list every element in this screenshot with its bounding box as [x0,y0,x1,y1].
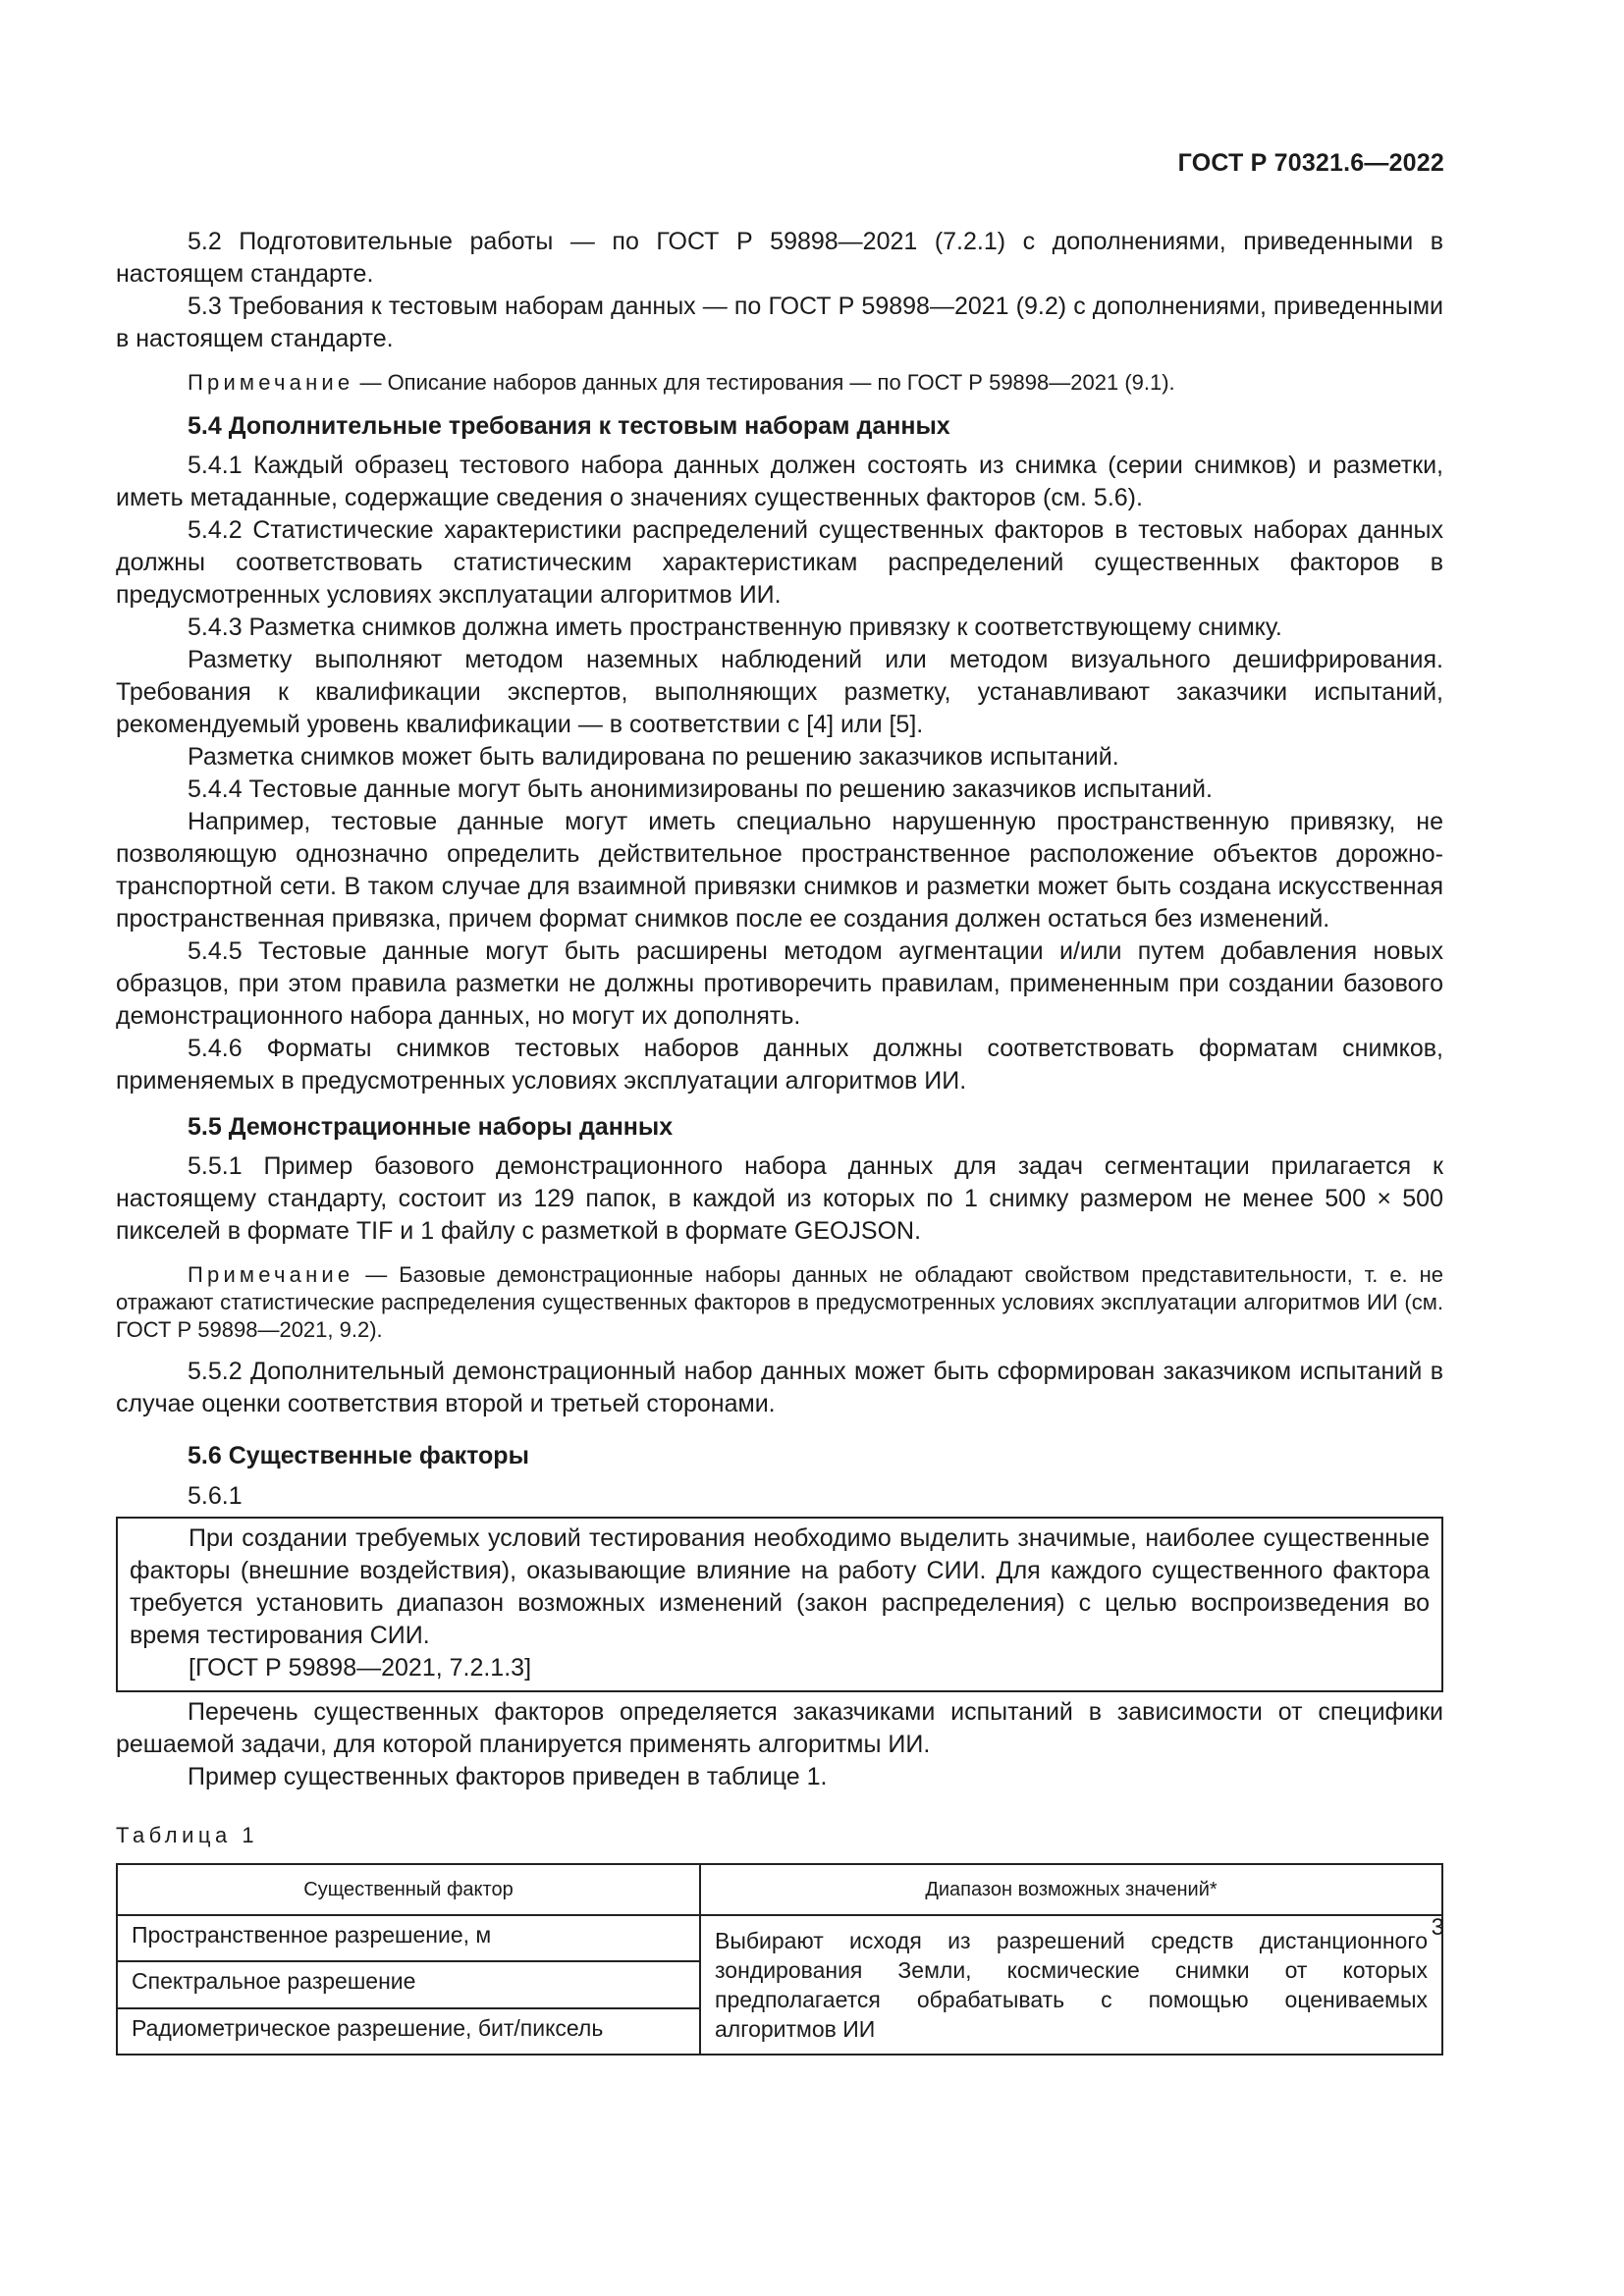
column-header-range: Диапазон возможных значений* [700,1864,1442,1915]
quotation-box [116,1517,1443,1692]
paragraph-5-4-4: 5.4.4 Тестовые данные могут быть анонимизированы по решению заказчиков испытаний. [188,775,1213,803]
quotation-reference: [ГОСТ Р 59898—2021, 7.2.1.3] [189,1654,532,1682]
section-heading-5-4: 5.4 Дополнительные требования к тестовым наборам данных [188,412,950,440]
page-number: 3 [1431,1914,1444,1941]
paragraph-markup-validation: Разметка снимков может быть валидирована по решению заказчиков испытаний. [188,743,1119,771]
document-code: ГОСТ Р 70321.6—2022 [1177,149,1444,177]
factors-table [116,1863,1443,2056]
paragraph-5-2: 5.2 Подготовительные работы — по ГОСТ Р 59898—2021 (7.2.1) с дополнениями, приведенными в настоящем стандарте. [116,228,1443,288]
paragraph-5-6-1-number: 5.6.1 [188,1482,243,1510]
note-label: Примечание [188,1262,354,1287]
paragraph-5-4-1: 5.4.1 Каждый образец тестового набора данных должен состоять из снимка (серии снимков) и разметки, иметь метаданные, содержащие сведения о значениях существенных факторов (см. 5.6). [116,452,1443,511]
note-5-5-1 [116,1261,1443,1344]
table-header-row [117,1864,1442,1915]
paragraph-factors-example: Пример существенных факторов приведен в таблице 1. [188,1763,828,1790]
note-text: — Базовые демонстрационные наборы данных не обладают свойством представительности, т. е. не отражают статистические распределения существенных факторов в предусмотренных условиях эксплуатации алгоритмов ИИ (см. ГОСТ Р 59898—2021, 9.2). [116,1262,1443,1342]
table-row [117,1915,1442,1961]
paragraph-5-4-3: 5.4.3 Разметка снимков должна иметь пространственную привязку к соответствующему снимку. [188,614,1282,641]
table-caption: Таблица 1 [116,1823,259,1847]
paragraph-5-5-1: 5.5.1 Пример базового демонстрационного набора данных для задач сегментации прилагается к настоящему стандарту, состоит из 129 папок, в каждой из которых по 1 снимку размером не менее 500 × 500 пикселей в формате TIF и 1 файлу с разметкой в формате GEOJSON. [116,1152,1443,1245]
quotation-text: При создании требуемых условий тестирования необходимо выделить значимые, наиболее существенные факторы (внешние воздействия), оказывающие влияние на работу СИИ. Для каждого существенного фактора требуется установить диапазон возможных изменений (закон распределения) с целью воспроизведения во время тестирования СИИ. [130,1524,1430,1649]
page-content [116,226,1443,2056]
paragraph-5-4-6: 5.4.6 Форматы снимков тестовых наборов данных должны соответствовать форматам снимков, применяемых в предусмотренных условиях эксплуатации алгоритмов ИИ. [116,1035,1443,1095]
section-heading-5-5: 5.5 Демонстрационные наборы данных [188,1113,674,1141]
column-header-factor: Существенный фактор [117,1864,700,1915]
range-cell: Выбирают исходя из разрешений средств дистанционного зондирования Земли, космические снимки от которых предполагается обрабатывать с помощью оцениваемых алгоритмов ИИ [700,1915,1442,2055]
paragraph-5-5-2: 5.5.2 Дополнительный демонстрационный набор данных может быть сформирован заказчиком испытаний в случае оценки соответствия второй и третьей сторонами. [116,1358,1443,1417]
note-text: — Описание наборов данных для тестирования — по ГОСТ Р 59898—2021 (9.1). [353,370,1175,395]
paragraph-5-4-5: 5.4.5 Тестовые данные могут быть расширены методом аугментации и/или путем добавления новых образцов, при этом правила разметки не должны противоречить правилам, примененным при создании базового демонстрационного набора данных, но могут их дополнять. [116,937,1443,1030]
section-heading-5-6: 5.6 Существенные факторы [188,1442,529,1469]
factor-cell: Пространственное разрешение, м [117,1915,700,1961]
paragraph-5-3: 5.3 Требования к тестовым наборам данных — по ГОСТ Р 59898—2021 (9.2) с дополнениями, приведенными в настоящем стандарте. [116,293,1443,352]
note-label: Примечание [188,370,354,395]
factor-cell: Радиометрическое разрешение, бит/пиксель [117,2008,700,2055]
paragraph-example-anonymization: Например, тестовые данные могут иметь специально нарушенную пространственную привязку, не позволяющую однозначно определить действительное пространственное расположение объектов дорожно-транспортной сети. В таком случае для взаимной привязки снимков и разметки может быть создана искусственная пространственная привязка, причем формат снимков после ее создания должен остаться без изменений. [116,808,1443,933]
paragraph-5-4-2: 5.4.2 Статистические характеристики распределений существенных факторов в тестовых наборах данных должны соответствовать статистическим характеристикам распределений существенных факторов в предусмотренных условиях эксплуатации алгоритмов ИИ. [116,516,1443,609]
note-5-3 [116,369,1443,397]
paragraph-markup-method: Разметку выполняют методом наземных наблюдений или методом визуального дешифрирования. Требования к квалификации экспертов, выполняющих разметку, устанавливают заказчики испытаний, рекомендуемый уровень квалификации — в соответствии с [4] или [5]. [116,646,1443,738]
paragraph-factors-list: Перечень существенных факторов определяется заказчиками испытаний в зависимости от специфики решаемой задачи, для которой планируется применять алгоритмы ИИ. [116,1698,1443,1758]
factor-cell: Спектральное разрешение [117,1961,700,2007]
